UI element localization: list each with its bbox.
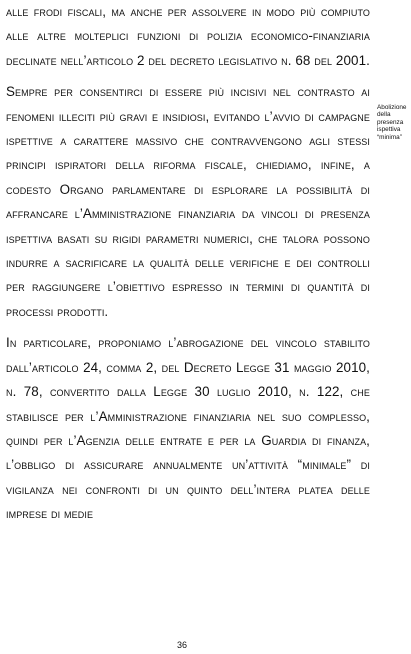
page-number: 36 — [176, 640, 187, 650]
body-text — [6, 0, 370, 527]
margin-note: Abolizione della presenza ispettiva “minima” — [377, 104, 407, 141]
paragraph-2: Sempre per consentirci di essere più incisivi nel contrasto ai fenomeni illeciti più gravi e insidiosi, evitando l’avvio di campagne ispettive a carattere massivo che contravvengono agli stessi principi ispiratori della riforma fiscale, chiediamo, infine, a codesto Organo parlamentare di esplorare la possibilità di affrancare l’Amministrazione finanziaria da vincoli di presenza ispettiva basati su rigidi parametri numerici, che talora possono indurre a sacrificare la qualità delle verifiche e dei controlli per raggiungere l’obiettivo espresso in termini di quantità di processi prodotti. — [6, 84, 370, 319]
paragraph-3: In particolare, proponiamo l’abrogazione del vincolo stabilito dall’articolo 24, comma 2, del Decreto Legge 31 maggio 2010, n. 78, convertito dalla Legge 30 luglio 2010, n. 122, che stabilisce per l’Amministrazione finanziaria nel suo complesso, quindi per l’Agenzia delle entrate e per la Guardia di finanza, l’obbligo di assicurare annualmente un’attività “minimale” di vigilanza nei confronti di un quinto dell’intera platea delle imprese di medie — [6, 335, 370, 522]
paragraph-1: alle frodi fiscali, ma anche per assolvere in modo più compiuto alle altre molteplici funzioni di polizia economico-finanziaria declinate nell’articolo 2 del decreto legislativo n. 68 del 2001. — [6, 4, 370, 68]
